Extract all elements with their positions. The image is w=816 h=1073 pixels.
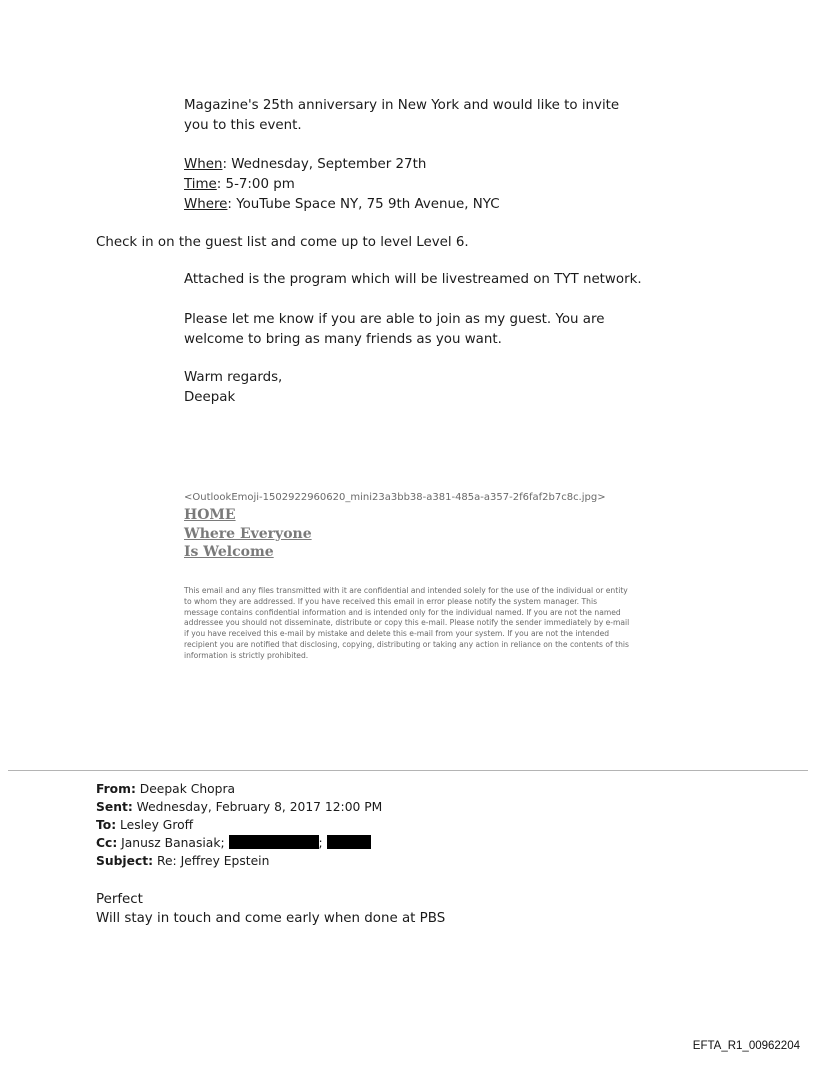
from-label: From: — [96, 782, 136, 796]
please-line-2: welcome to bring as many friends as you want. — [184, 332, 502, 347]
sent-row — [96, 798, 382, 816]
subject-label: Subject: — [96, 854, 154, 868]
from-value: Deepak Chopra — [135, 782, 236, 796]
attached-line: Attached is the program which will be livestreamed on TYT network. — [184, 272, 642, 287]
when-label: When — [184, 157, 223, 172]
sent-value: Wednesday, February 8, 2017 12:00 PM — [132, 800, 383, 814]
sent-label: Sent: — [96, 800, 133, 814]
time-value: : 5-7:00 pm — [216, 177, 295, 192]
to-row — [96, 816, 193, 834]
cc-row — [96, 834, 371, 852]
where-row — [184, 195, 500, 215]
reply-line-1: Perfect — [96, 892, 143, 907]
where-label: Where — [184, 197, 228, 212]
time-row — [184, 175, 295, 195]
time-label: Time — [184, 177, 217, 192]
home-link[interactable]: HOME — [184, 507, 236, 523]
redaction-bar — [327, 835, 371, 849]
message-divider — [8, 770, 808, 771]
to-label: To: — [96, 818, 117, 832]
where-value: : YouTube Space NY, 75 9th Avenue, NYC — [227, 197, 500, 212]
from-row — [96, 780, 235, 798]
to-value: Lesley Groff — [116, 818, 194, 832]
checkin-line: Check in on the guest list and come up to level Level 6. — [96, 235, 469, 250]
invite-line-2: you to this event. — [184, 118, 302, 133]
subject-value: Re: Jeffrey Epstein — [153, 854, 270, 868]
regards-line: Warm regards, — [184, 370, 283, 385]
reply-line-2: Will stay in touch and come early when done at PBS — [96, 911, 446, 926]
cc-value: Janusz Banasiak; — [117, 836, 229, 850]
please-line-1: Please let me know if you are able to join as my guest. You are — [184, 312, 605, 327]
when-row — [184, 155, 426, 175]
invite-line-1: Magazine's 25th anniversary in New York and would like to invite — [184, 98, 620, 113]
subject-row — [96, 852, 269, 870]
cc-separator: ; — [318, 836, 323, 850]
emoji-attachment-ref: <OutlookEmoji-1502922960620_mini23a3bb38-a381-485a-a357-2f6faf2b7c8c.jpg> — [184, 492, 606, 503]
confidentiality-disclaimer: This email and any files transmitted with it are confidential and intended solely for the use of the individual or entity to whom they are addressed. If you have received this email in error please notify the system manager. This message contains confidential information and is intended only for the individual named. If you are not the named addressee you should not disseminate, distribute or copy this e-mail. Please notify the sender immediately by e-mail if you have received this e-mail by mistake and delete this e-mail from your system. If you are not the intended recipient you are notified that disclosing, copying, distributing or taking any action in reliance on the contents of this information is strictly prohibited. — [184, 586, 630, 660]
redaction-bar — [229, 835, 319, 849]
is-welcome-link[interactable]: Is Welcome — [184, 544, 274, 560]
where-everyone-link[interactable]: Where Everyone — [184, 526, 312, 542]
when-value: : Wednesday, September 27th — [222, 157, 427, 172]
document-id: EFTA_R1_00962204 — [692, 1040, 800, 1052]
sender-name: Deepak — [184, 390, 236, 405]
cc-label: Cc: — [96, 836, 118, 850]
